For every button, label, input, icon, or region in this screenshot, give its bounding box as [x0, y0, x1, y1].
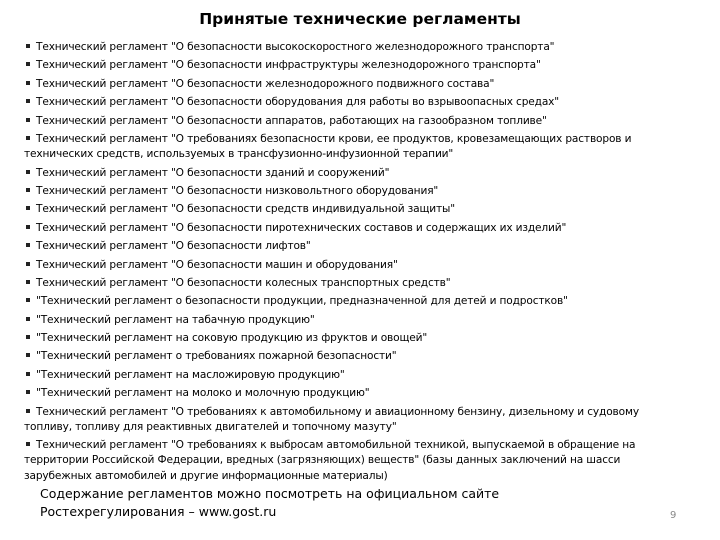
- list-item-text: Технический регламент "О безопасности оборудования для работы во взрывоопасных средах": [36, 96, 560, 109]
- bullet-icon: [26, 118, 30, 122]
- list-item: [24, 258, 689, 273]
- list-item-text: Технический регламент "О безопасности высокоскоростного железнодорожного транспорта": [36, 41, 555, 53]
- slide-title: Принятые технические регламенты: [199, 10, 521, 28]
- list-item-text: Технический регламент "О требованиях безопасности крови, ее продуктов, кровезамещающих растворов и технических средств, используемых в трансфузионно-инфузионной терапии": [24, 132, 632, 161]
- list-item-text: Технический регламент "О безопасности средств индивидуальной защиты": [36, 203, 455, 216]
- list-item: [24, 114, 689, 129]
- list-item: [24, 58, 689, 73]
- list-item-text: Технический регламент "О безопасности лифтов": [36, 240, 311, 253]
- bullet-icon: [26, 317, 30, 321]
- list-item-text: Технический регламент "О безопасности зданий и сооружений": [36, 166, 390, 179]
- list-item-text: Технический регламент "О безопасности инфраструктуры железнодорожного транспорта": [36, 59, 541, 72]
- list-item-text: Технический регламент "О требованиях к автомобильному и авиационному бензину, дизельному и судовому топливу, топливу для реактивных двигателей и топочному мазуту": [24, 405, 639, 433]
- list-item-text: Технический регламент "О безопасности пиротехнических составов и содержащих их изделий": [36, 221, 567, 234]
- bullet-icon: [26, 390, 30, 394]
- list-item-text: "Технический регламент на масложировую продукцию": [36, 368, 345, 381]
- list-item: [24, 438, 689, 484]
- bullet-icon: [26, 442, 30, 446]
- list-item: [24, 166, 689, 181]
- bullet-icon: [26, 81, 30, 85]
- bullet-icon: [26, 44, 30, 48]
- list-item: [24, 276, 689, 291]
- list-item-text: "Технический регламент на табачную продукцию": [36, 313, 315, 326]
- list-item: [24, 95, 689, 110]
- list-item-text: "Технический регламент на молоко и молочную продукцию": [36, 387, 370, 400]
- list-item: [24, 313, 689, 328]
- list-item-text: Технический регламент "О безопасности аппаратов, работающих на газообразном топливе": [36, 114, 547, 127]
- list-item: [24, 349, 689, 364]
- list-item: [24, 239, 689, 254]
- list-item: [24, 132, 689, 162]
- list-item-text: Технический регламент "О безопасности железнодорожного подвижного состава": [36, 77, 495, 90]
- bullet-icon: [26, 262, 30, 266]
- bullet-icon: [26, 136, 30, 140]
- bullet-icon: [26, 62, 30, 66]
- footer-note: [40, 485, 499, 521]
- bullet-icon: [26, 298, 30, 302]
- bullet-icon: [26, 188, 30, 192]
- bullet-icon: [26, 409, 30, 413]
- list-item-text: "Технический регламент о требованиях пожарной безопасности": [36, 350, 397, 363]
- list-item: [24, 184, 689, 199]
- footer-note-line2: Ростехрегулирования – www.gost.ru: [40, 504, 277, 519]
- list-item: [24, 202, 689, 217]
- list-item-text: Технический регламент "О безопасности машин и оборудования": [36, 258, 398, 271]
- list-item: [24, 294, 689, 309]
- list-item-text: Технический регламент "О требованиях к выбросам автомобильной техникой, выпускаемой в обращение на территории Российской Федерации, вредных (загрязняющих) веществ" (базы данных заключений на шасси зарубежных автомобилей и другие информационные материалы): [24, 439, 636, 482]
- list-item-text: "Технический регламент о безопасности продукции, предназначенной для детей и подростков": [36, 295, 568, 308]
- list-item: [24, 331, 689, 346]
- regulations-list: [24, 40, 689, 487]
- page-number: 9: [670, 510, 677, 521]
- bullet-icon: [26, 170, 30, 174]
- bullet-icon: [26, 353, 30, 357]
- list-item-text: Технический регламент "О безопасности колесных транспортных средств": [36, 276, 451, 289]
- list-item: [24, 77, 689, 92]
- bullet-icon: [26, 99, 30, 103]
- list-item: [24, 405, 689, 435]
- list-item: [24, 221, 689, 236]
- list-item: [24, 386, 689, 401]
- list-item-text: Технический регламент "О безопасности низковольтного оборудования": [36, 184, 439, 197]
- list-item: [24, 368, 689, 383]
- bullet-icon: [26, 225, 30, 229]
- bullet-icon: [26, 372, 30, 376]
- bullet-icon: [26, 206, 30, 210]
- bullet-icon: [26, 335, 30, 339]
- bullet-icon: [26, 243, 30, 247]
- list-item-text: "Технический регламент на соковую продукцию из фруктов и овощей": [36, 332, 428, 345]
- bullet-icon: [26, 280, 30, 284]
- footer-note-line1: Содержание регламентов можно посмотреть на официальном сайте: [40, 486, 500, 501]
- list-item: [24, 40, 689, 55]
